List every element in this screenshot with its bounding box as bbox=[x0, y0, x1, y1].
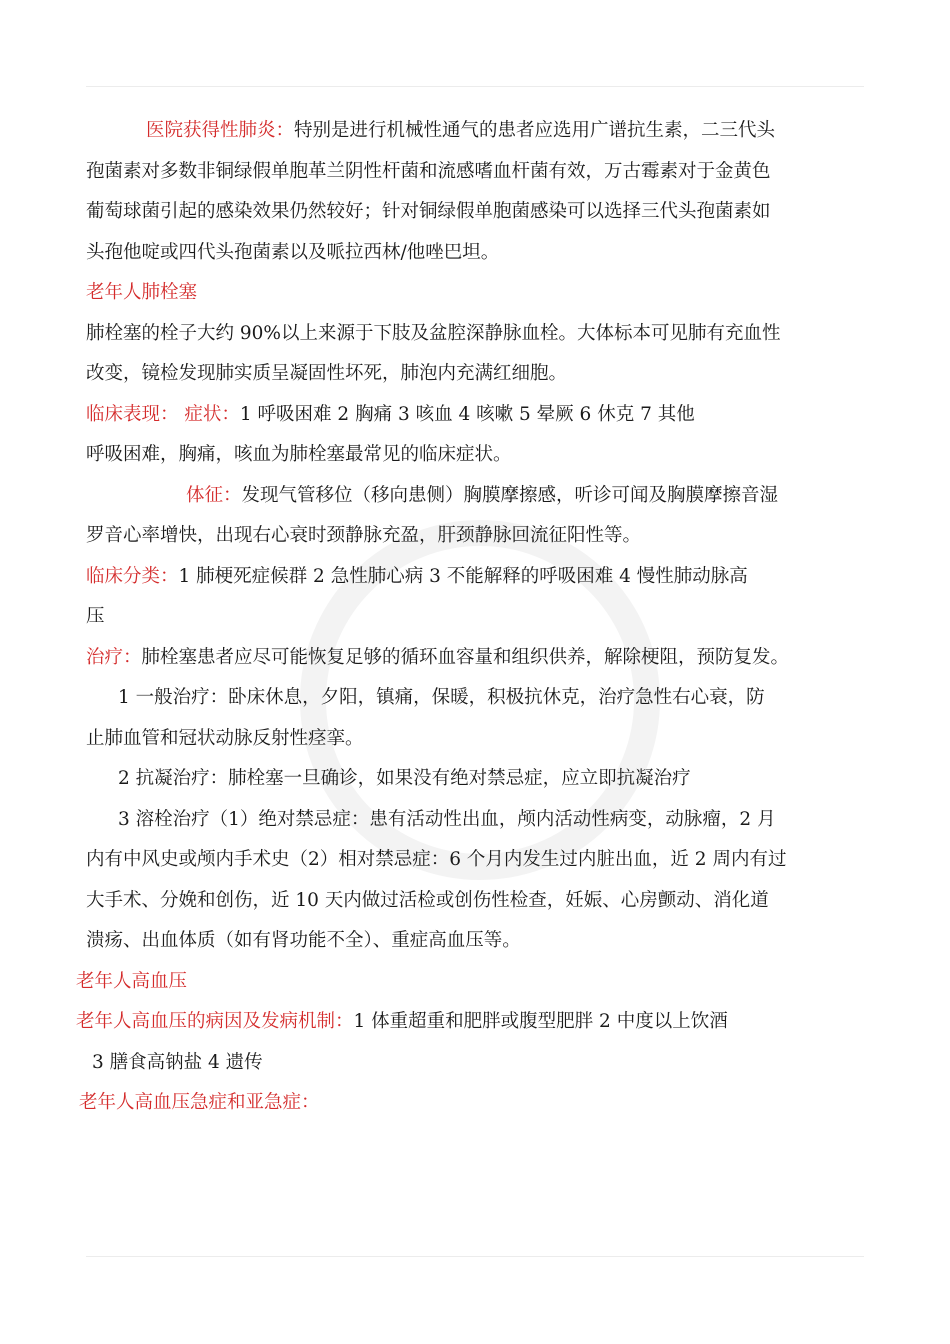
paragraph-text: 肺栓塞患者应尽可能恢复足够的循环血容量和组织供养，解除梗阻，预防复发。 bbox=[141, 646, 790, 668]
section-heading: 老年人高血压 bbox=[76, 970, 188, 992]
paragraph-text: 溃疡、出血体质（如有肾功能不全）、重症高血压等。 bbox=[86, 930, 521, 951]
section-heading: 临床表现： 症状： bbox=[86, 403, 240, 425]
paragraph-line bbox=[86, 395, 876, 436]
paragraph-text: 特别是进行机械性通气的患者应选用广谱抗生素，二三代头 bbox=[294, 120, 776, 141]
section-heading-line bbox=[86, 273, 876, 314]
section-heading: 体征： bbox=[186, 484, 242, 506]
paragraph-line bbox=[86, 921, 876, 962]
section-heading: 老年人高血压急症和亚急症： bbox=[79, 1092, 320, 1113]
section-heading: 治疗： bbox=[86, 646, 142, 668]
paragraph-line bbox=[86, 881, 876, 922]
paragraph-line bbox=[86, 597, 876, 638]
paragraph-text: 内有中风史或颅内手术史（2）相对禁忌症：6 个月内发生过内脏出血，近 2 周内有过 bbox=[86, 849, 787, 870]
list-item bbox=[86, 800, 876, 841]
paragraph-text: 发现气管移位（移向患侧）胸膜摩擦感，听诊可闻及胸膜摩擦音湿 bbox=[241, 484, 779, 506]
paragraph-text: 3 膳食高钠盐 4 遗传 bbox=[92, 1051, 263, 1073]
paragraph-line bbox=[86, 233, 876, 274]
header-rule bbox=[86, 86, 864, 87]
paragraph-line bbox=[86, 111, 876, 152]
paragraph-text: 3 溶栓治疗（1）绝对禁忌症：患有活动性出血，颅内活动性病变，动脉瘤，2 月 bbox=[118, 808, 776, 830]
paragraph-text: 头孢他啶或四代头孢菌素以及哌拉西林/他唑巴坦。 bbox=[86, 241, 500, 263]
paragraph-line bbox=[86, 435, 876, 476]
paragraph-text: 1 呼吸困难 2 胸痛 3 咳血 4 咳嗽 5 晕厥 6 休克 7 其他 bbox=[239, 403, 695, 425]
section-heading: 医院获得性肺炎： bbox=[146, 120, 295, 141]
paragraph-text: 大手术、分娩和创伤，近 10 天内做过活检或创伤性检查，妊娠、心房颤动、消化道 bbox=[86, 889, 769, 911]
paragraph-line bbox=[86, 192, 876, 233]
paragraph-line bbox=[86, 152, 876, 193]
paragraph-text: 1 一般治疗：卧床休息，夕阳，镇痛，保暖，积极抗休克，治疗急性右心衰，防 bbox=[118, 687, 765, 708]
paragraph-text: 葡萄球菌引起的感染效果仍然较好；针对铜绿假单胞菌感染可以选择三代头孢菌素如 bbox=[86, 201, 771, 222]
paragraph-line bbox=[86, 557, 876, 598]
section-heading: 临床分类： bbox=[86, 565, 179, 587]
paragraph-line bbox=[86, 354, 876, 395]
document-body bbox=[76, 111, 876, 1124]
list-item bbox=[86, 759, 876, 800]
paragraph-text: 1 体重超重和肥胖或腹型肥胖 2 中度以上饮酒 bbox=[353, 1011, 728, 1032]
footer-rule bbox=[86, 1256, 864, 1257]
paragraph-line bbox=[86, 314, 876, 355]
paragraph-text: 2 抗凝治疗：肺栓塞一旦确诊，如果没有绝对禁忌症，应立即抗凝治疗 bbox=[118, 768, 691, 789]
paragraph-text: 改变，镜检发现肺实质呈凝固性坏死，肺泡内充满红细胞。 bbox=[86, 363, 568, 384]
paragraph-line bbox=[76, 1002, 876, 1043]
paragraph-text: 孢菌素对多数非铜绿假单胞革兰阴性杆菌和流感嗜血杆菌有效，万古霉素对于金黄色 bbox=[86, 160, 771, 182]
paragraph-text: 呼吸困难，胸痛，咳血为肺栓塞最常见的临床症状。 bbox=[86, 444, 512, 465]
paragraph-text: 罗音心率增快，出现右心衰时颈静脉充盈，肝颈静脉回流征阳性等。 bbox=[86, 525, 642, 546]
list-item bbox=[86, 1043, 876, 1084]
paragraph-text: 1 肺梗死症候群 2 急性肺心病 3 不能解释的呼吸困难 4 慢性肺动脉高 bbox=[178, 565, 748, 587]
section-heading-line bbox=[76, 962, 876, 1003]
paragraph-line bbox=[86, 516, 876, 557]
section-heading: 老年人高血压的病因及发病机制： bbox=[76, 1011, 354, 1032]
list-item bbox=[86, 678, 876, 719]
paragraph-line bbox=[86, 476, 876, 517]
paragraph-text: 止肺血管和冠状动脉反射性痉挛。 bbox=[86, 727, 364, 749]
paragraph-text: 压 bbox=[86, 606, 105, 627]
paragraph-line bbox=[86, 638, 876, 679]
section-heading: 老年人肺栓塞 bbox=[86, 282, 198, 303]
paragraph-text: 肺栓塞的栓子大约 90%以上来源于下肢及盆腔深静脉血栓。大体标本可见肺有充血性 bbox=[86, 322, 781, 344]
section-heading-line bbox=[79, 1083, 876, 1124]
paragraph-line bbox=[86, 719, 876, 760]
paragraph-line bbox=[86, 840, 876, 881]
